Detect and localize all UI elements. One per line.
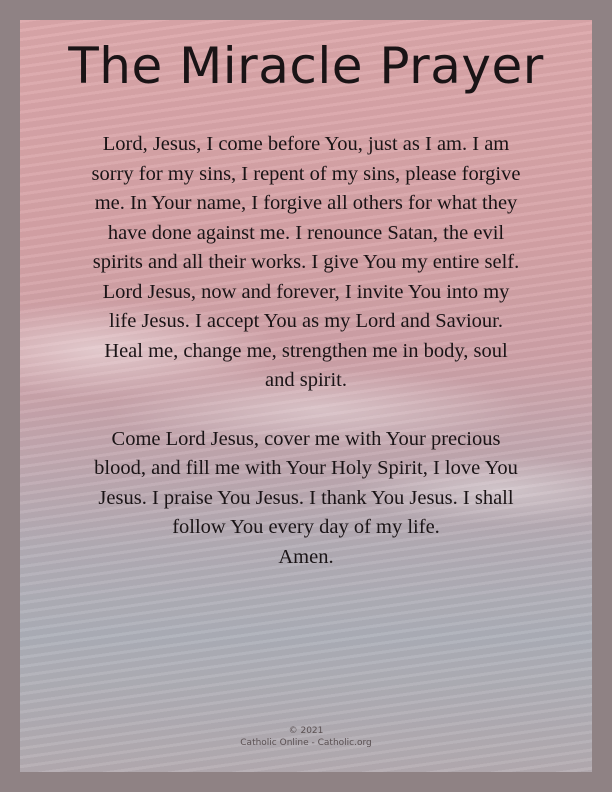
- prayer-body: [90, 130, 522, 572]
- footer-copyright: © 2021: [288, 726, 324, 736]
- prayer-paragraph-2: Come Lord Jesus, cover me with Your precious blood, and fill me with Your Holy Spirit, I love You Jesus. I praise You Jesus. I thank You Jesus. I shall follow You every day of my life.: [94, 427, 518, 538]
- footer-source: Catholic Online - Catholic.org: [240, 738, 372, 748]
- prayer-card: [20, 20, 592, 772]
- prayer-paragraph-1: Lord, Jesus, I come before You, just as I am. I am sorry for my sins, I repent of my sins, please forgive me. In Your name, I forgive all others for what they have done against me. I renounce Satan, the evil spirits and all their works. I give You my entire self. Lord Jesus, now and forever, I invite You into my life Jesus. I accept You as my Lord and Saviour. Heal me, change me, strengthen me in body, soul and spirit.: [91, 133, 521, 391]
- page-title: The Miracle Prayer: [68, 37, 544, 95]
- prayer-closing: Amen.: [278, 545, 334, 568]
- footer: [20, 725, 592, 749]
